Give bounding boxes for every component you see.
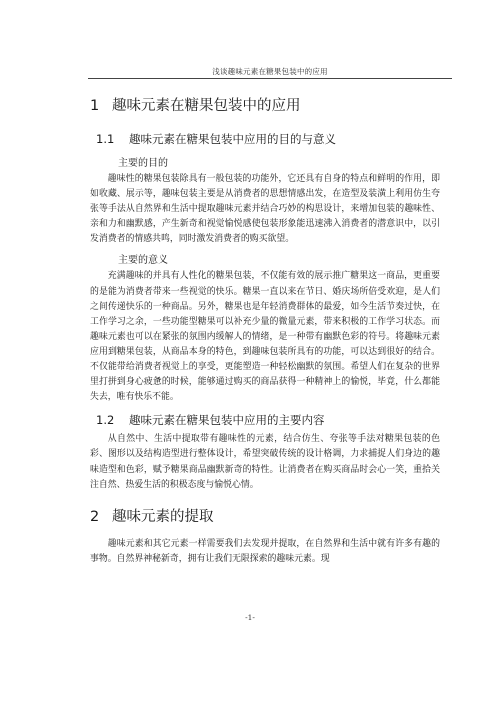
section-2-heading — [90, 507, 440, 527]
meaning-paragraph: 充满趣味的并具有人性化的糖果包装，不仅能有效的展示推广糖果这一商品，更重要的是能为消费者带来一些视觉的快乐。糖果一直以来在节日、婚庆场所倍受欢迎，是人们之间传递快乐的一种商品。另外，糖果也是年轻消费群体的最爱，如今生活节奏过快，在工作学习之余，一些功能型糖果可以补充少量的微量元素，带来积极的工作学习状态。而趣味元素也可以在紧张的氛围内缓解人的情绪，是一种带有幽默色彩的符号。将趣味元素应用到糖果包装，从商品本身的特色，到趣味包装所具有的功能，可以达到很好的结合。不仅能带给消费者视觉上的享受，更能塑造一种轻松幽默的氛围。希望人们在复杂的世界里打拼到身心疲惫的时候，能够通过购买的商品获得一种精神上的愉悦，毕竟，什么都能失去，唯有快乐不能。 — [90, 271, 440, 403]
meaning-heading: 主要的意义 — [118, 255, 168, 267]
content-paragraph: 从自然中、生活中提取带有趣味性的元素，结合仿生、夸张等手法对糖果包装的色彩、图形以及结构造型进行整体设计，希望突破传统的设计格调，力求捕捉人们身边的趣味造型和色彩，赋予糖果商品幽默新奇的特性。让消费者在购买商品时会心一笑，重拾关注自然、热爱生活的积极态度与愉悦心情。 — [90, 434, 440, 490]
section-1-2-title: 趣味元素在糖果包装中应用的主要内容 — [129, 413, 325, 428]
section-1-1-number: 1.1 — [96, 132, 115, 146]
page-number: -1- — [245, 613, 255, 622]
section-2-number: 2 — [90, 508, 100, 525]
section-1-1-heading — [90, 131, 440, 147]
section-1-title: 趣味元素在糖果包装中的应用 — [112, 98, 301, 114]
section-1-1-title: 趣味元素在糖果包装中应用的目的与意义 — [129, 132, 336, 146]
extraction-paragraph: 趣味元素和其它元素一样需要我们去发现并提取，在自然界和生活中就有许多有趣的事物。自然界神秘新奇，拥有让我们无限探索的趣味元素。现 — [90, 538, 440, 564]
section-2-title: 趣味元素的提取 — [112, 508, 214, 525]
header-rule — [88, 78, 452, 79]
section-1-heading — [90, 96, 440, 116]
section-1-2-heading — [90, 412, 440, 428]
section-1-2-number: 1.2 — [96, 413, 115, 428]
section-1-number: 1 — [90, 98, 100, 114]
purpose-paragraph: 趣味性的糖果包装除具有一般包装的功能外，它还具有自身的特点和鲜明的作用，即如收藏、展示等，趣味包装主要是从消费者的思想情感出发，在造型及装潢上利用仿生夸张等手法从自然界和生活中提取趣味元素并结合巧妙的构思设计，来增加包装的趣味性、亲和力和幽默感，产生新奇和视觉愉悦感使包装形象能迅速沸入消费者的潜意识中，以引发消费者的情感共鸣，同时激发消费者的购买欲望。 — [90, 174, 440, 245]
purpose-heading: 主要的目的 — [118, 158, 168, 169]
page-content — [90, 96, 440, 567]
running-header: 浅谈趣味元素在糖果包装中的应用 — [212, 67, 328, 76]
